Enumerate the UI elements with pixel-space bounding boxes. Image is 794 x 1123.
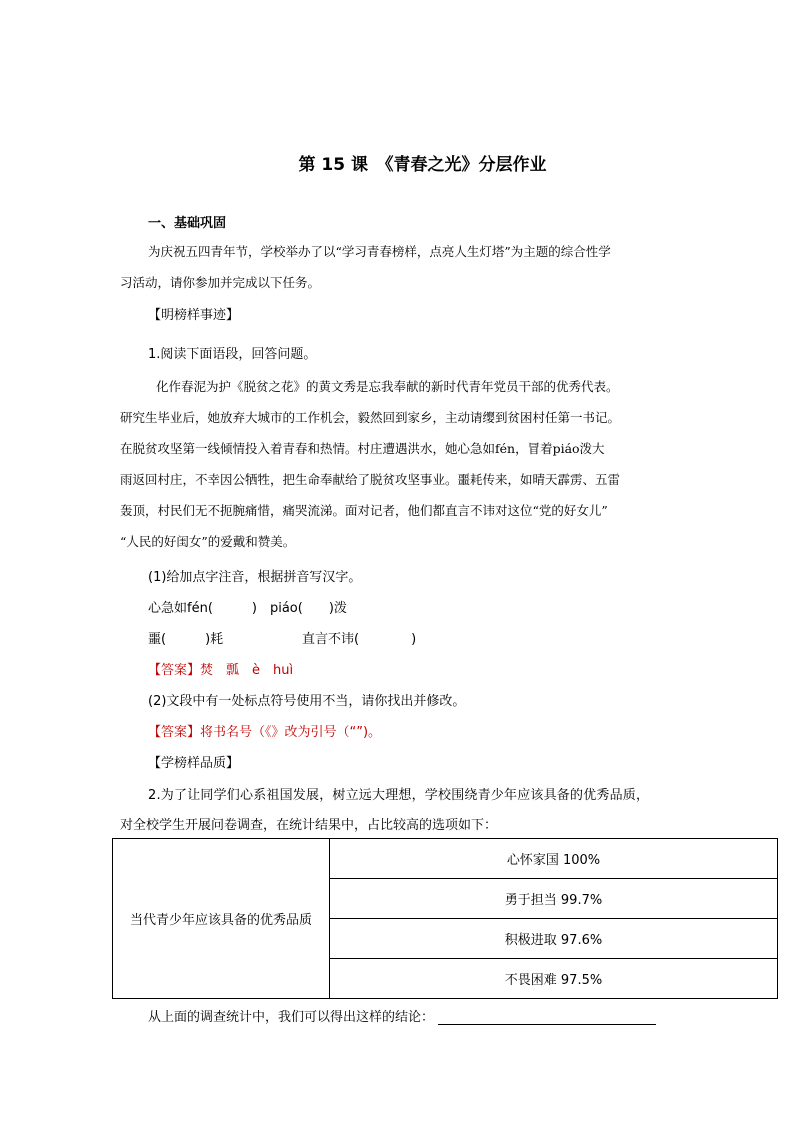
- table-left-label: 当代青少年应该具备的优秀品质: [113, 839, 330, 999]
- answer-2: [148, 721, 381, 740]
- task1-heading: 【明榜样事迹】: [148, 308, 240, 323]
- passage-line-4: 雨返回村庄，不幸因公牺牲，把生命奉献给了脱贫攻坚事业。噩耗传来，如晴天霹雳、五雷: [120, 472, 621, 487]
- conclusion-prompt: 从上面的调查统计中，我们可以得出这样的结论：: [148, 1010, 435, 1025]
- passage-line-2: 研究生毕业后，她放弃大城市的工作机会，毅然回到家乡，主动请缨到贫困村任第一书记。: [120, 410, 621, 425]
- passage-line-3: 在脱贫攻坚第一线倾情投入着青春和热情。村庄遭遇洪水，她心急如fén，冒着piáo泼大: [120, 441, 605, 456]
- answer-label: 【答案】: [148, 725, 201, 740]
- answer-blank[interactable]: [438, 1010, 656, 1025]
- answer-1-text: 焚 瓢 è huì: [200, 663, 294, 678]
- table-cell: 心怀家国 100%: [330, 839, 778, 879]
- table-row: [113, 839, 778, 879]
- table-cell: 积极进取 97.6%: [330, 919, 778, 959]
- page-title: 第 15 课 《青春之光》分层作业: [298, 155, 547, 175]
- question-2-line-1: 2.为了让同学们心系祖国发展，树立远大理想，学校围绕青少年应该具备的优秀品质，: [148, 788, 650, 803]
- question-2-line-2: 对全校学生开展问卷调查，在统计结果中，占比较高的选项如下：: [120, 818, 498, 833]
- answer-1: [148, 659, 293, 678]
- fill-blank-eyao: 噩( )耗: [148, 632, 224, 647]
- sub-question-1: (1)给加点字注音，根据拼音写汉字。: [148, 570, 362, 585]
- passage-line-1: 化作春泥为护《脱贫之花》的黄文秀是忘我奉献的新时代青年党员干部的优秀代表。: [156, 379, 619, 394]
- sub-question-2: (2)文段中有一处标点符号使用不当，请你找出并修改。: [148, 694, 466, 709]
- answer-2-text: 将书名号（《》改为引号（“”)。: [200, 725, 382, 740]
- fill-blank-zhiyan: 直言不讳( ): [302, 632, 417, 647]
- table-cell: 不畏困难 97.5%: [330, 959, 778, 999]
- intro-line-1: 为庆祝五四青年节，学校举办了以“学习青春榜样，点亮人生灯塔”为主题的综合性学: [148, 244, 611, 259]
- passage-line-6: “人民的好闺女”的爱戴和赞美。: [120, 534, 296, 549]
- conclusion-line: [148, 1006, 656, 1025]
- survey-table: [112, 838, 778, 999]
- table-cell: 勇于担当 99.7%: [330, 879, 778, 919]
- answer-label: 【答案】: [148, 663, 201, 678]
- passage-line-5: 轰顶，村民们无不扼腕痛惜，痛哭流涕。面对记者，他们都直言不讳对这位“党的好女儿”: [120, 503, 608, 518]
- intro-line-2: 习活动，请你参加并完成以下任务。: [120, 275, 321, 290]
- section-heading: 一、基础巩固: [148, 216, 227, 231]
- task2-heading: 【学榜样品质】: [148, 756, 240, 771]
- fill-blank-line-1: 心急如fén( ) piáo( )泼: [148, 601, 347, 616]
- question-1-prompt: 1.阅读下面语段，回答问题。: [148, 347, 317, 362]
